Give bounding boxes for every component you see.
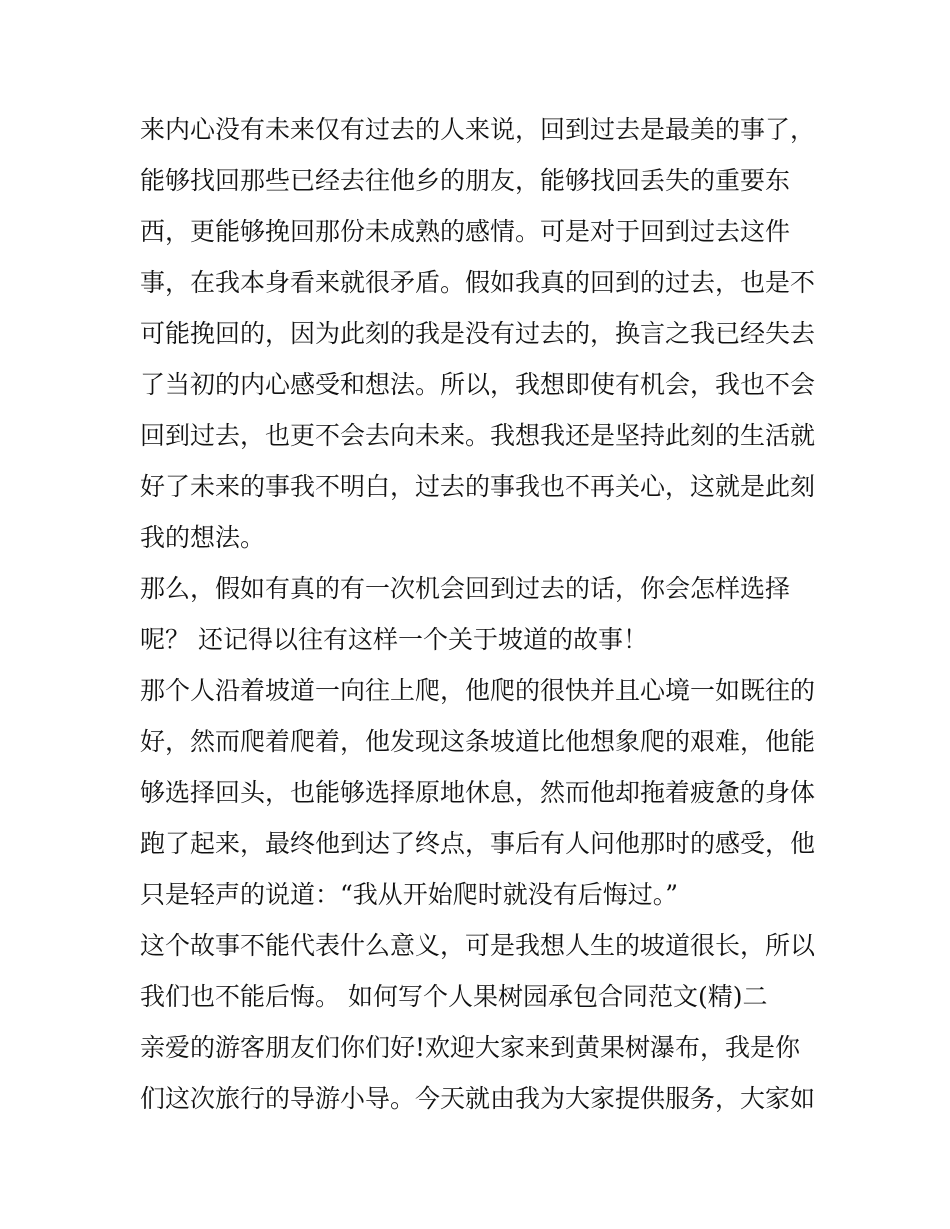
text-line: 来内心没有未来仅有过去的人来说，回到过去是最美的事了， bbox=[140, 115, 816, 144]
text-line: 好了未来的事我不明白，过去的事我也不再关心，这就是此刻 bbox=[140, 472, 816, 501]
text-line: 只是轻声的说道：“我从开始爬时就没有后悔过。” bbox=[140, 880, 679, 909]
text-line: 呢？ 还记得以往有这样一个关于坡道的故事！ bbox=[140, 625, 648, 654]
text-line: 跑了起来，最终他到达了终点，事后有人问他那时的感受，他 bbox=[140, 829, 816, 858]
text-line: 能够找回那些已经去往他乡的朋友，能够找回丢失的重要东 bbox=[140, 166, 791, 195]
text-line: 够选择回头，也能够选择原地休息，然而他却拖着疲惫的身体 bbox=[140, 778, 816, 807]
text-line: 事，在我本身看来就很矛盾。假如我真的回到的过去，也是不 bbox=[140, 268, 816, 297]
text-line: 那个人沿着坡道一向往上爬，他爬的很快并且心境一如既往的 bbox=[140, 676, 816, 705]
text-line: 我的想法。 bbox=[140, 523, 266, 552]
text-line: 那么，假如有真的有一次机会回到过去的话，你会怎样选择 bbox=[140, 574, 791, 603]
text-line: 亲爱的游客朋友们你们好!欢迎大家来到黄果树瀑布，我是你 bbox=[140, 1033, 801, 1062]
text-line: 们这次旅行的导游小导。今天就由我为大家提供服务，大家如 bbox=[140, 1084, 816, 1113]
text-line: 这个故事不能代表什么意义，可是我想人生的坡道很长，所以 bbox=[140, 931, 816, 960]
text-line: 可能挽回的，因为此刻的我是没有过去的，换言之我已经失去 bbox=[140, 319, 816, 348]
text-line: 好，然而爬着爬着，他发现这条坡道比他想象爬的艰难，他能 bbox=[140, 727, 816, 756]
text-line: 我们也不能后悔。 如何写个人果树园承包合同范文(精)二 bbox=[140, 982, 768, 1011]
text-line: 回到过去，也更不会去向未来。我想我还是坚持此刻的生活就 bbox=[140, 421, 816, 450]
text-line: 了当初的内心感受和想法。所以，我想即使有机会，我也不会 bbox=[140, 370, 816, 399]
text-line: 西，更能够挽回那份未成熟的感情。可是对于回到过去这件 bbox=[140, 217, 791, 246]
body-text bbox=[140, 104, 820, 1124]
